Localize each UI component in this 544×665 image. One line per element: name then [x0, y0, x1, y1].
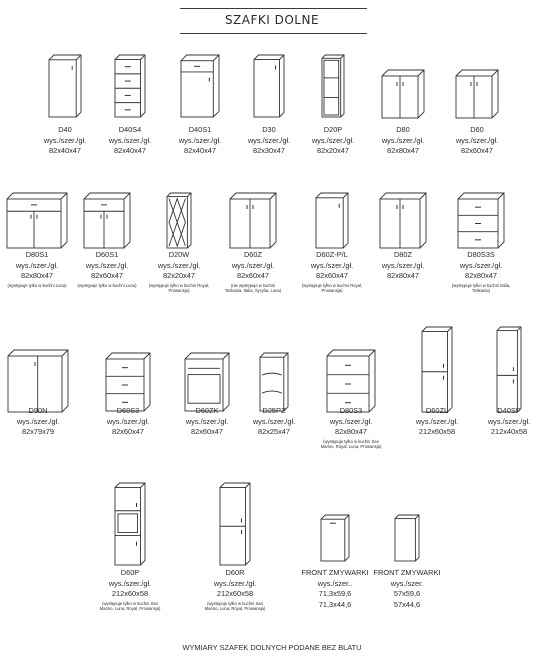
cabinet-code: D60Z-P/L [316, 250, 348, 259]
cabinet-dims-label: wys./szer./gł. [106, 416, 150, 426]
cabinet-dims: 212x40x58 [490, 427, 528, 437]
cabinet-item [397, 327, 477, 437]
cabinet-dims-label: wys./szer./gł. [108, 135, 152, 145]
cabinet-code: D40 [58, 125, 72, 134]
cabinet-dims-label: wys./szer.. [317, 578, 353, 588]
cabinet-item [0, 193, 77, 288]
cabinet-code: D80S3 [339, 406, 363, 415]
cabinet-code: D60ZK [195, 406, 219, 415]
cabinet-code: D80S3S [467, 250, 495, 259]
cabinet-dims-label: wys./szer. [390, 578, 424, 588]
cabinet-dims-alt: 57x44,6 [393, 599, 421, 609]
cabinet-dims: 82x80x47 [334, 427, 368, 437]
tall-fridge-icon [220, 483, 250, 565]
cabinet-sink-2door-icon [230, 193, 276, 248]
cabinet-code: D40SP [497, 406, 521, 415]
cabinet-code: D40S4 [118, 125, 142, 134]
cabinet-dims-label: wys./szer./gł. [252, 416, 296, 426]
cabinet-4drawers-icon [115, 55, 145, 117]
cabinet-code: FRONT ZMYWARKI [301, 568, 369, 577]
cabinet-code: D40S1 [188, 125, 212, 134]
tall-fridge-icon [422, 327, 452, 412]
cabinet-item [469, 327, 544, 437]
cabinet-item [363, 193, 443, 281]
cabinet-dims: 82x80x47 [464, 271, 498, 281]
cabinet-item [441, 193, 521, 293]
cabinet-note: (występuje tylko w kuchni Royal, Prowansja) [148, 282, 210, 293]
cabinet-dims-alt: 71,3x44,6 [318, 599, 352, 609]
cabinet-item [160, 55, 240, 156]
cabinet-dims: 82x80x47 [20, 271, 54, 281]
cabinet-code: FRONT ZMYWARKI [373, 568, 441, 577]
cabinet-drawer-2door-icon [7, 193, 67, 248]
cabinet-dims-label: wys./szer./gł. [157, 260, 201, 270]
cabinet-dims: 82x60x47 [111, 427, 145, 437]
cabinet-drawer-door-icon [181, 55, 219, 117]
cabinet-code: D30 [262, 125, 276, 134]
cabinet-dims-label: wys./szer./gł. [415, 416, 459, 426]
footer-note: WYMIARY SZAFEK DOLNYCH PODANE BEZ BLATU [182, 643, 362, 652]
cabinet-open-shelf-icon [322, 55, 344, 117]
cabinet-item [234, 353, 314, 437]
cabinet-item [90, 483, 170, 611]
cabinet-3drawers-icon [106, 353, 150, 411]
cabinet-dims: 82x20x47 [162, 271, 196, 281]
cabinet-corner-icon [8, 350, 68, 412]
cabinet-dims: 57x59,6 [393, 589, 421, 599]
cabinet-dims-label: wys./szer./gł. [487, 416, 531, 426]
cabinet-item [139, 193, 219, 293]
cabinet-corner-shelf-icon [260, 353, 288, 411]
cabinet-item [0, 350, 78, 437]
cabinet-item [367, 515, 447, 609]
cabinet-code: D25PZ [262, 406, 286, 415]
cabinet-code: D60P [120, 568, 140, 577]
cabinet-dims-label: wys./szer./gł. [459, 260, 503, 270]
cabinet-note: (występuje tylko w kuchni Luna) [77, 282, 137, 288]
cabinet-dims: 82x30x47 [252, 146, 286, 156]
cabinet-dims-label: wys./szer./gł. [381, 135, 425, 145]
cabinet-code: D90N [28, 406, 48, 415]
cabinet-dims-label: wys./szer./gł. [178, 135, 222, 145]
cabinet-dims-label: wys./szer./gł. [16, 416, 60, 426]
cabinet-1door-icon [254, 55, 284, 117]
cabinet-dims: 71,3x59,6 [318, 589, 352, 599]
cabinet-dims: 82x40x47 [113, 146, 147, 156]
cabinet-item [437, 70, 517, 156]
tall-pantry-icon [497, 327, 521, 412]
cabinet-code: D80Z [393, 250, 413, 259]
cabinet-note: (występuje tylko w kuchni San Marino, Luna, Royal, Prowansja) [204, 600, 266, 611]
cabinet-item [292, 193, 372, 293]
cabinet-dims-label: wys./szer./gł. [213, 578, 257, 588]
cabinet-dims: 82x40x47 [183, 146, 217, 156]
cabinet-dims: 82x79x79 [21, 427, 55, 437]
cabinet-dims-label: wys./szer./gł. [108, 578, 152, 588]
cabinet-item [363, 70, 443, 156]
cabinet-2door-icon [456, 70, 498, 118]
cabinet-code: D20P [323, 125, 343, 134]
cabinet-item [88, 353, 168, 437]
cabinet-dims-label: wys./szer./gł. [381, 260, 425, 270]
cabinet-dims: 82x20x47 [316, 146, 350, 156]
cabinet-note: (występuje tylko w kuchni Italia, Toskania) [451, 282, 511, 293]
cabinet-item [311, 350, 391, 449]
cabinet-dims-label: wys./szer./gł. [231, 260, 275, 270]
cabinet-note: (nie występuje w kuchni Toskania, Italia, Sycylia, Luna) [224, 282, 282, 293]
cabinet-code: D60 [470, 125, 484, 134]
cabinet-dims: 82x60x47 [315, 271, 349, 281]
cabinet-3drawers-icon [327, 350, 375, 412]
cabinet-item [67, 193, 147, 288]
cabinet-2door-icon [382, 70, 424, 118]
cabinet-note: (występuje tylko w kuchni Luna) [7, 282, 67, 288]
cabinet-dims: 82x25x47 [257, 427, 291, 437]
cabinet-dims: 212x60x58 [418, 427, 456, 437]
cabinet-code: D20W [168, 250, 190, 259]
cabinet-item [90, 55, 170, 156]
cabinet-dims-label: wys./szer./gł. [185, 416, 229, 426]
cabinet-dims-label: wys./szer./gł. [247, 135, 291, 145]
cabinet-item [295, 515, 375, 609]
cabinet-dims: 212x60x58 [111, 589, 149, 599]
cabinet-dims: 82x80x47 [386, 146, 420, 156]
tall-oven-icon [115, 483, 145, 565]
cabinet-dims: 82x60x47 [460, 146, 494, 156]
cabinet-item [195, 483, 275, 611]
cabinet-code: D60Z [243, 250, 263, 259]
dishwasher-front-icon [395, 515, 419, 561]
cabinet-drawer-2door-icon [84, 193, 130, 248]
cabinet-note: (występuje tylko w kuchni San Marino, Luna, Royal, Prowansja) [99, 600, 161, 611]
cabinet-wine-rack-icon [167, 193, 191, 248]
cabinet-sink-1door-icon [316, 193, 348, 248]
cabinet-code: D60ZL [425, 406, 449, 415]
cabinet-dims: 82x80x47 [386, 271, 420, 281]
cabinet-item [293, 55, 373, 156]
cabinet-code: D60S1 [95, 250, 119, 259]
header-rule-bottom [180, 33, 367, 34]
cabinet-dims-label: wys./szer./gł. [455, 135, 499, 145]
cabinet-dims-label: wys./szer./gł. [310, 260, 354, 270]
cabinet-note: (występuje tylko w kuchni Royal, Prowansja) [301, 282, 363, 293]
cabinet-dims-label: wys./szer./gł. [329, 416, 373, 426]
cabinet-dims: 212x60x58 [216, 589, 254, 599]
cabinet-oven-icon [185, 353, 229, 411]
cabinet-code: D80S1 [25, 250, 49, 259]
cabinet-dims: 82x40x47 [48, 146, 82, 156]
cabinet-item [213, 193, 293, 293]
header-rule-top [180, 8, 367, 9]
cabinet-code: D60R [225, 568, 245, 577]
cabinet-note: (występuje tylko w kuchni San Marino, Royal, Luna, Prowansja) [320, 438, 382, 449]
cabinet-dims: 82x60x47 [236, 271, 270, 281]
cabinet-1door-icon [49, 55, 81, 117]
dishwasher-front-handle-icon [321, 515, 349, 561]
cabinet-code: D60S3 [116, 406, 140, 415]
cabinet-3drawers-icon [458, 193, 504, 248]
cabinet-dims-label: wys./szer./gł. [43, 135, 87, 145]
page-title: SZAFKI DOLNE [224, 13, 320, 27]
cabinet-dims-label: wys./szer./gł. [311, 135, 355, 145]
cabinet-dims: 82x60x47 [90, 271, 124, 281]
cabinet-dims-label: wys./szer./gł. [15, 260, 59, 270]
cabinet-sink-2door-icon [380, 193, 426, 248]
cabinet-dims: 82x60x47 [190, 427, 224, 437]
cabinet-code: D80 [396, 125, 410, 134]
cabinet-dims-label: wys./szer./gł. [85, 260, 129, 270]
